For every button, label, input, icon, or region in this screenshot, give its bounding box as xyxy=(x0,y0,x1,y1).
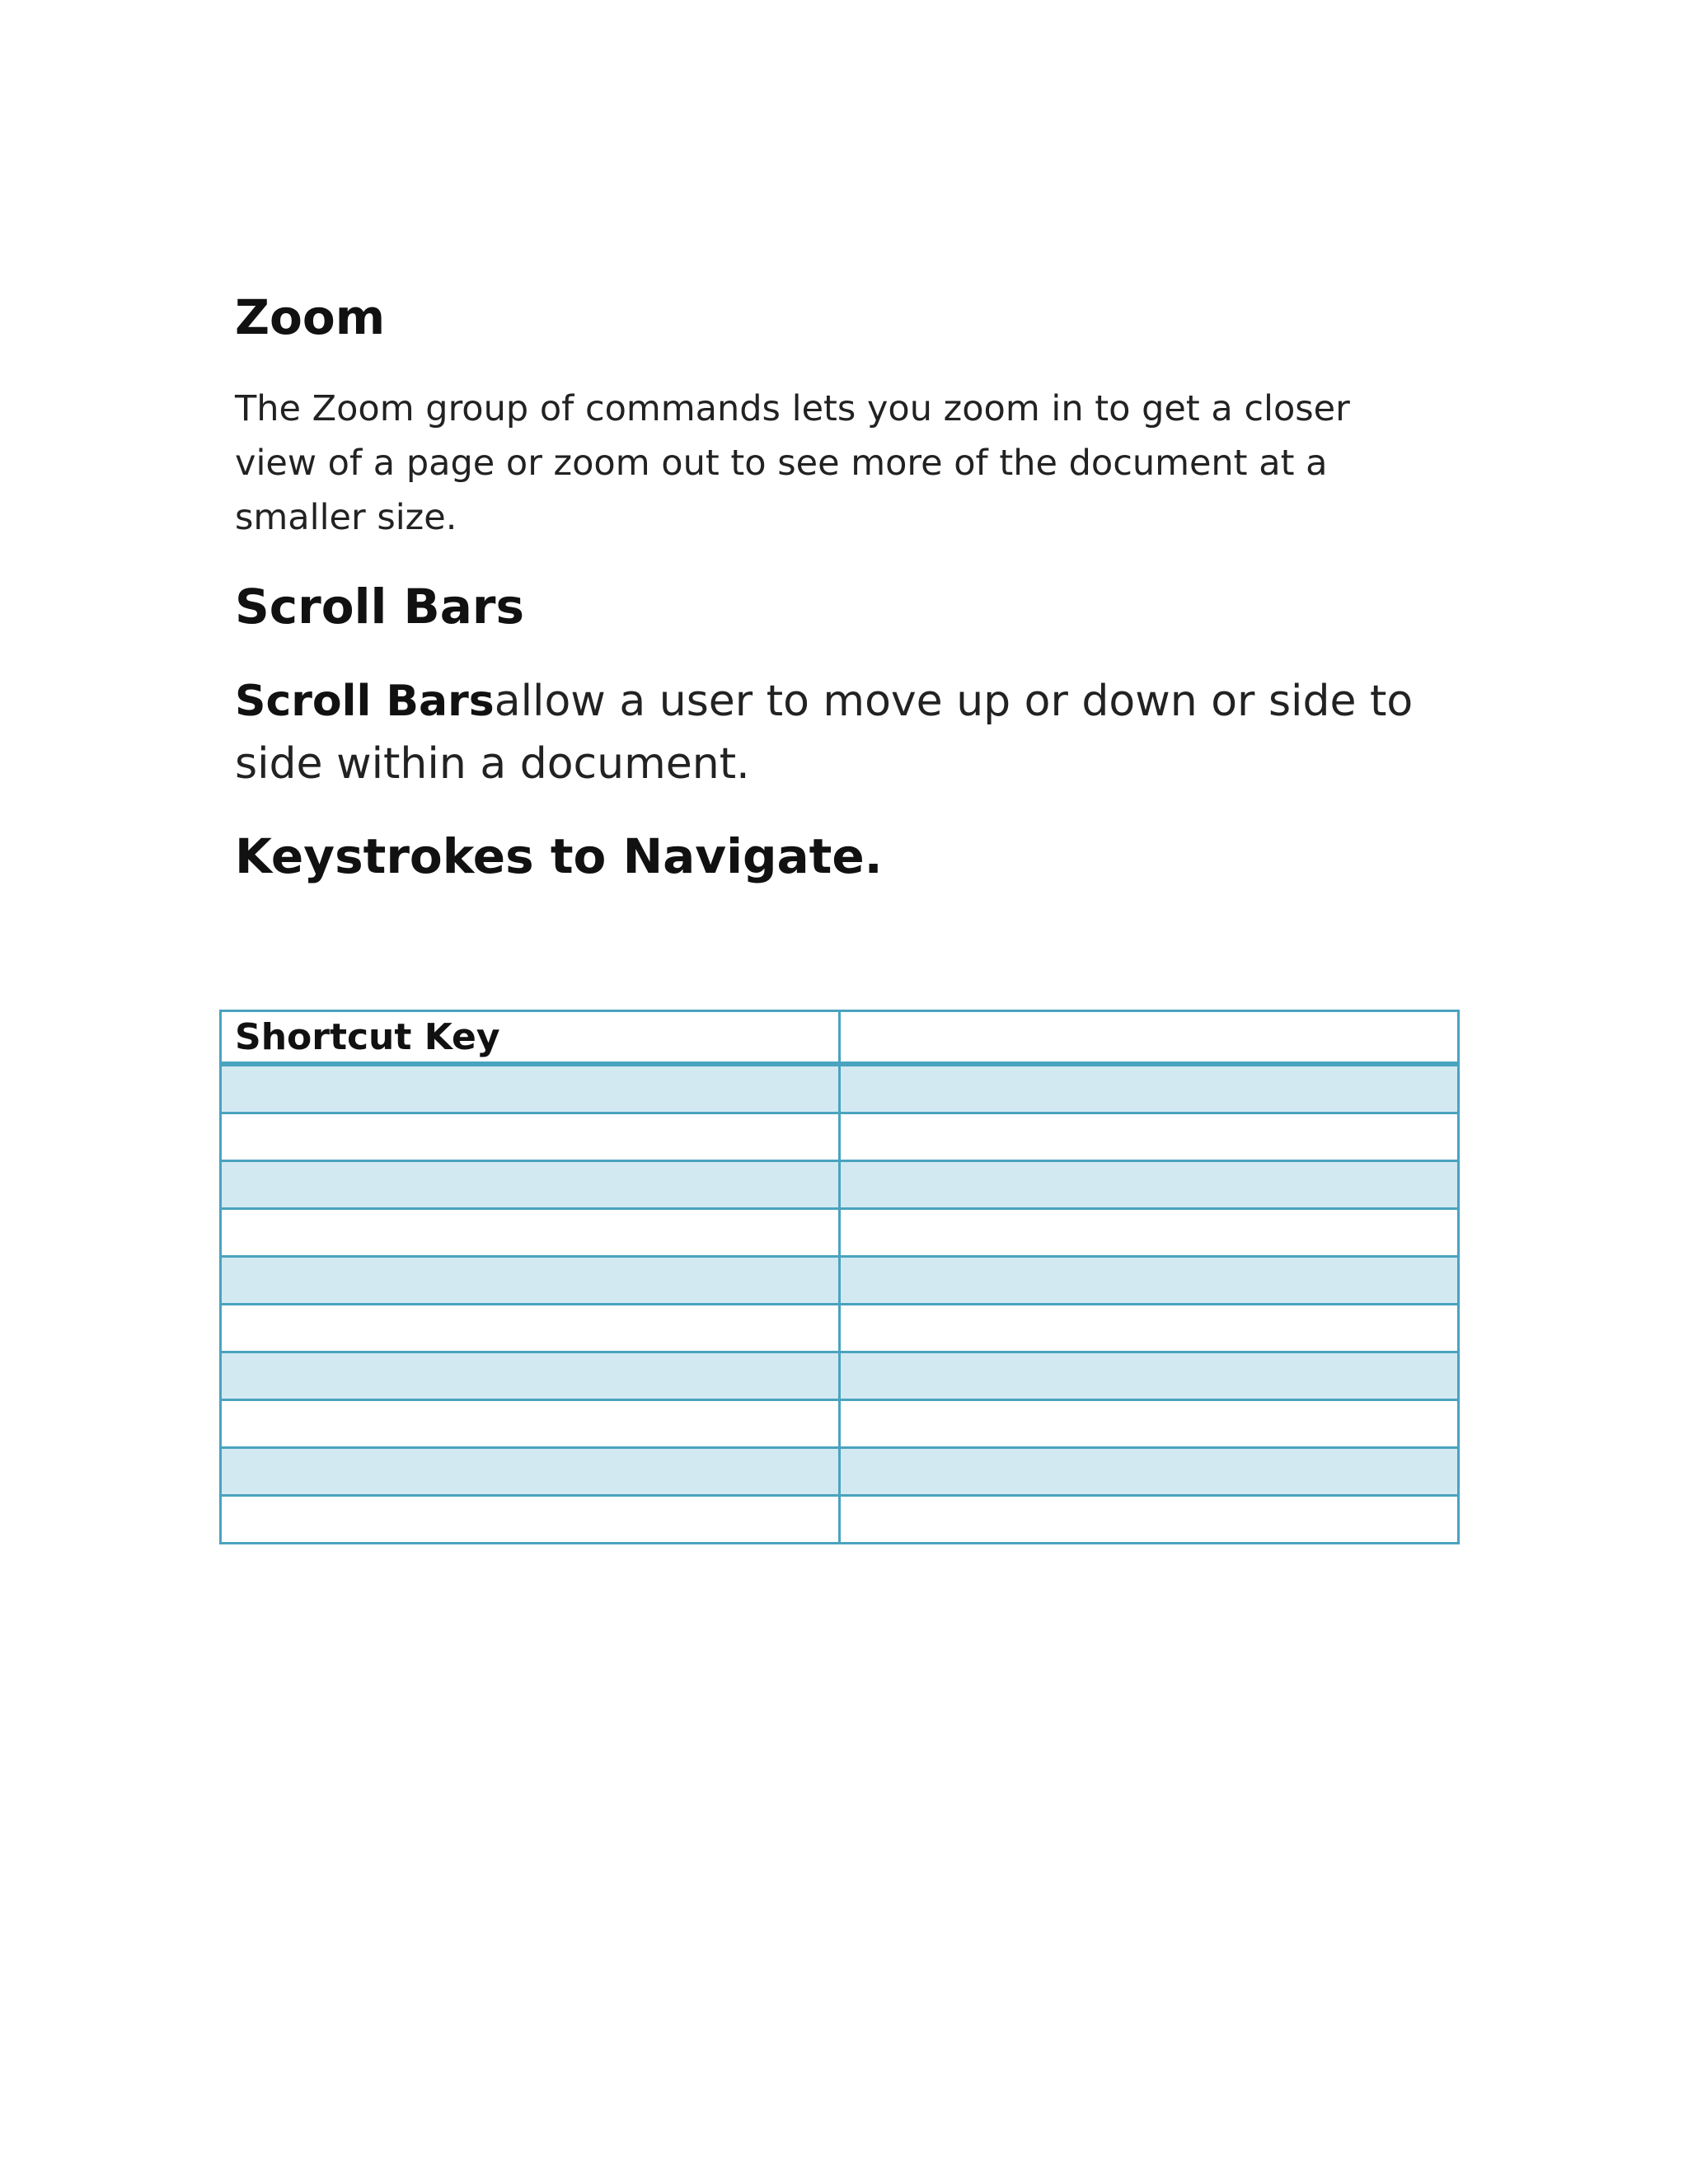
heading-scroll-bars: Scroll Bars xyxy=(235,579,525,635)
paragraph-zoom: The Zoom group of commands lets you zoom in to get a closer view of a page or zoom out to see more of the document at a smaller size. xyxy=(235,388,1350,538)
table-header-cell xyxy=(840,1011,1459,1065)
table-cell xyxy=(221,1209,840,1257)
table-cell xyxy=(840,1257,1459,1305)
table-cell xyxy=(840,1496,1459,1544)
table-cell xyxy=(221,1305,840,1352)
table-cell xyxy=(840,1448,1459,1496)
table-cell xyxy=(840,1400,1459,1448)
table-cell xyxy=(221,1352,840,1400)
table-cell xyxy=(840,1113,1459,1161)
scroll-bars-description: allow a user to move up or down or side to side within a document. xyxy=(235,677,1414,789)
table-cell xyxy=(221,1064,840,1113)
table-cell xyxy=(840,1064,1459,1113)
table-cell xyxy=(221,1257,840,1305)
table-row xyxy=(221,1113,1459,1161)
table-row xyxy=(221,1400,1459,1448)
scroll-bars-bold-term: Scroll Bars xyxy=(235,677,495,726)
table-cell xyxy=(840,1352,1459,1400)
table-header-cell: Shortcut Key xyxy=(221,1011,840,1065)
table-row xyxy=(221,1496,1459,1544)
table-row xyxy=(221,1209,1459,1257)
table-cell xyxy=(840,1305,1459,1352)
table-cell xyxy=(840,1161,1459,1209)
paragraph-scroll-bars xyxy=(235,670,1455,795)
heading-zoom: Zoom xyxy=(235,289,386,345)
table-cell xyxy=(221,1496,840,1544)
table-row xyxy=(221,1257,1459,1305)
table-cell xyxy=(840,1209,1459,1257)
table-row xyxy=(221,1352,1459,1400)
heading-keystrokes: Keystrokes to Navigate. xyxy=(235,828,883,884)
table-cell xyxy=(221,1113,840,1161)
table-row xyxy=(221,1064,1459,1113)
table-cell xyxy=(221,1448,840,1496)
table-row xyxy=(221,1161,1459,1209)
shortcut-table xyxy=(219,1010,1460,1544)
table-row xyxy=(221,1305,1459,1352)
table-cell xyxy=(221,1400,840,1448)
table-row xyxy=(221,1448,1459,1496)
table-cell xyxy=(221,1161,840,1209)
table-header-row xyxy=(221,1011,1459,1065)
